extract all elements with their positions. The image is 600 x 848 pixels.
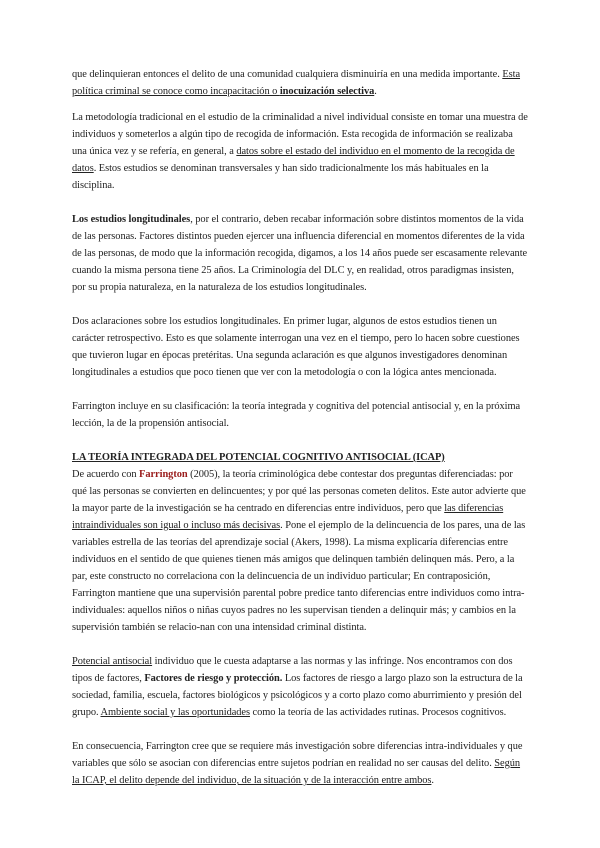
text: Farrington incluye en su clasificación: la teoría integrada y cognitiva del potencial antisocial y, en la próxima lección, la de la propensión antisocial.	[72, 401, 521, 429]
bold-term: Factores de riesgo y protección.	[144, 673, 283, 684]
paragraph-farrington-classification	[72, 398, 528, 432]
paragraph-longitudinal-studies	[72, 211, 528, 296]
underlined-text: las diferencias intraindividuales son igual o incluso más decisivas	[72, 503, 504, 531]
underlined-text: Según la ICAP, el delito depende del individuo, de la situación y de la interacción entre ambos	[72, 758, 521, 786]
text: La metodología tradicional en el estudio de la criminalidad a nivel individual consiste en tomar una muestra de individuos y someterlos a algún tipo de recogida de información. Esta recogida de información se realizaba una única vez y se refería, en general, a	[72, 112, 528, 157]
paragraph-conclusion	[72, 738, 528, 789]
text: De acuerdo con	[72, 469, 140, 480]
text: En consecuencia, Farrington cree que se requiere más investigación sobre diferencias intra-individuales y que variables que sólo se asocian con diferencias entre sujetos podrían en realidad no ser causas del delito.	[72, 741, 523, 769]
bold-term: inocuización selectiva	[279, 86, 375, 97]
paragraph-icap-intro	[72, 466, 528, 636]
text: Dos aclaraciones sobre los estudios longitudinales. En primer lugar, algunos de estos estudios tienen un carácter retrospectivo. Esto es que solamente interrogan una vez en el tiempo, pero lo hacen sobre cuestiones que tuvieron lugar en épocas pretéritas. Una segunda aclaración es que algunos investigadores denominan longitudinales a estudios que poco tienen que ver con la metodología o con la lógica antes mencionada.	[72, 316, 520, 378]
text: . Pone el ejemplo de la delincuencia de los pares, una de las variables estrella de las teorías del aprendizaje social (Akers, 1998). La misma explicaría diferencias entre individuos en el sentido de que quienes tienen más amigos que delinquen también delinquen más. Pero, a la par, este constructo no correlaciona con la delincuencia de un individuo particular; En contraposición, Farrington mantiene que una supervisión parental pobre predice tanto diferencias entre individuos como intra-individuales: aquellos niños o niñas cuyos padres no les supervisan tienden a delinquir más; y cambios en la supervisión también se relacio-nan con una intensidad criminal distinta.	[72, 520, 526, 633]
underlined-text: Potencial antisocial	[72, 656, 153, 667]
section-heading: LA TEORÍA INTEGRADA DEL POTENCIAL COGNITIVO ANTISOCIAL (ICAP)	[72, 452, 445, 463]
paragraph-antisocial-potential	[72, 653, 528, 721]
bold-term: Los estudios longitudinales	[72, 214, 191, 225]
text: que delinquieran entonces el delito de una comunidad cualquiera disminuiría en una medida importante.	[72, 69, 503, 80]
paragraph-incapacitation	[72, 66, 528, 100]
text: . Estos estudios se denominan transversales y han sido tradicionalmente los más habituales en la disciplina.	[72, 163, 489, 191]
text: , por el contrario, deben recabar información sobre distintos momentos de la vida de las personas. Factores distintos pueden ejercer una influencia diferencial en momentos diferentes de la vida de las personas, de modo que la información recogida, digamos, a los 14 años puede ser escasamente relevante cuando la misma persona tiene 25 años. La Criminología del DLC y, en realidad, otros paradigmas insisten, por su propia naturaleza, en la naturaleza de los estudios longitudinales.	[72, 214, 528, 293]
text: como la teoría de las actividades rutinas. Procesos cognitivos.	[249, 707, 507, 718]
text: .	[374, 86, 377, 97]
section-icap	[72, 449, 528, 636]
paragraph-clarifications	[72, 313, 528, 381]
text: .	[431, 775, 434, 786]
text: (2005), la teoría criminológica debe contestar dos preguntas diferenciadas: por qué las personas se convierten en delincuentes; y por qué las personas cometen delitos. Este autor advierte que la mayor parte de la investigación se ha centrado en diferencias entre individuos, pero que	[72, 469, 526, 514]
text: Los factores de riesgo a largo plazo son la estructura de la sociedad, familia, escuela, factores biológicos y psicológicos y a corto plazo como aburrimiento y presión del grupo.	[72, 673, 523, 718]
paragraph-traditional-methodology	[72, 109, 528, 194]
underlined-text: Ambiente social y las oportunidades	[100, 707, 250, 718]
author-name: Farrington	[139, 469, 188, 480]
text: individuo que le cuesta adaptarse a las normas y las infringe. Nos encontramos con dos tipos de factores,	[72, 656, 513, 684]
underlined-text: datos sobre el estado del individuo en el momento de la recogida de datos	[72, 146, 515, 174]
text: Esta política criminal se conoce como incapacitación o	[72, 69, 521, 97]
